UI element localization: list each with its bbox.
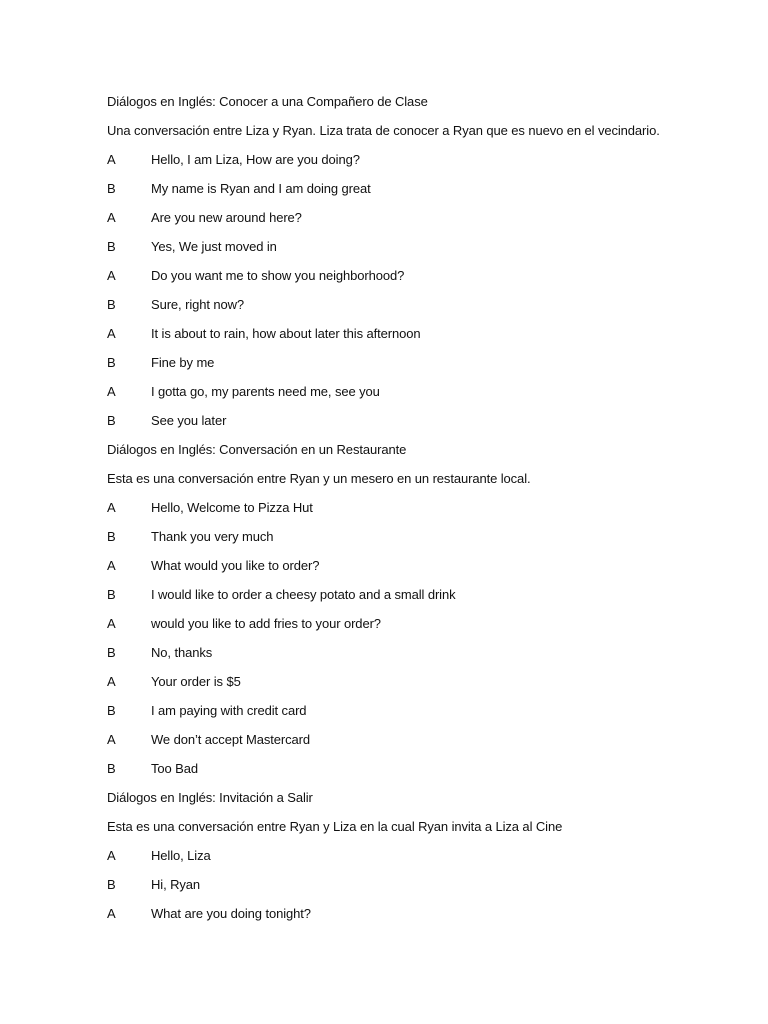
dialog-line [107,265,727,294]
dialog-line [107,207,727,236]
speaker-label: B [107,645,116,660]
dialog-text: Do you want me to show you neighborhood? [151,268,405,283]
speaker-label: B [107,877,116,892]
speaker-label: A [107,210,116,225]
dialog-line [107,381,727,410]
dialog-line [107,642,727,671]
dialog-text: Sure, right now? [151,297,245,312]
speaker-label: A [107,848,116,863]
dialog-text: See you later [151,413,227,428]
dialog-line [107,323,727,352]
speaker-label: A [107,500,116,515]
section-intro: Esta es una conversación entre Ryan y Liza en la cual Ryan invita a Liza al Cine [107,819,563,834]
dialog-line [107,555,727,584]
dialog-text: Hi, Ryan [151,877,201,892]
dialog-line [107,671,727,700]
speaker-label: A [107,384,116,399]
dialog-line [107,410,727,439]
dialog-text: Yes, We just moved in [151,239,277,254]
dialog-text: My name is Ryan and I am doing great [151,181,371,196]
speaker-label: A [107,732,116,747]
dialog-line [107,178,727,207]
dialog-text: It is about to rain, how about later this afternoon [151,326,421,341]
dialog-line [107,903,727,932]
speaker-label: A [107,906,116,921]
dialog-text: Hello, I am Liza, How are you doing? [151,152,360,167]
section-intro: Esta es una conversación entre Ryan y un mesero en un restaurante local. [107,471,531,486]
dialog-text: Hello, Welcome to Pizza Hut [151,500,313,515]
document-body [107,91,727,932]
speaker-label: A [107,268,116,283]
speaker-label: A [107,616,116,631]
dialog-line [107,613,727,642]
dialog-text: Are you new around here? [151,210,302,225]
dialog-text: Hello, Liza [151,848,211,863]
dialog-line [107,729,727,758]
dialog-text: Too Bad [151,761,199,776]
speaker-label: B [107,703,116,718]
dialog-text: We don’t accept Mastercard [151,732,311,747]
speaker-label: A [107,152,116,167]
dialog-text: What would you like to order? [151,558,320,573]
dialog-text: would you like to add fries to your order? [151,616,381,631]
speaker-label: B [107,239,116,254]
speaker-label: B [107,181,116,196]
dialog-line [107,294,727,323]
section-heading: Diálogos en Inglés: Conversación en un Restaurante [107,442,407,457]
section-heading: Diálogos en Inglés: Invitación a Salir [107,790,313,805]
dialog-text: Thank you very much [151,529,274,544]
speaker-label: B [107,587,116,602]
dialog-text: What are you doing tonight? [151,906,311,921]
dialog-line [107,584,727,613]
speaker-label: B [107,413,116,428]
dialog-line [107,526,727,555]
section-intro: Una conversación entre Liza y Ryan. Liza trata de conocer a Ryan que es nuevo en el vecindario. [107,123,660,138]
dialog-line [107,497,727,526]
dialog-line [107,236,727,265]
dialog-text: No, thanks [151,645,213,660]
dialog-line [107,700,727,729]
speaker-label: B [107,355,116,370]
speaker-label: A [107,558,116,573]
speaker-label: A [107,326,116,341]
speaker-label: A [107,674,116,689]
dialog-text: I would like to order a cheesy potato and a small drink [151,587,456,602]
section-heading: Diálogos en Inglés: Conocer a una Compañero de Clase [107,94,428,109]
dialog-text: Your order is $5 [151,674,241,689]
dialog-line [107,874,727,903]
speaker-label: B [107,297,116,312]
dialog-line [107,845,727,874]
dialog-text: I am paying with credit card [151,703,307,718]
dialog-line [107,758,727,787]
dialog-line [107,352,727,381]
dialog-line [107,149,727,178]
speaker-label: B [107,529,116,544]
dialog-text: I gotta go, my parents need me, see you [151,384,380,399]
speaker-label: B [107,761,116,776]
dialog-text: Fine by me [151,355,215,370]
